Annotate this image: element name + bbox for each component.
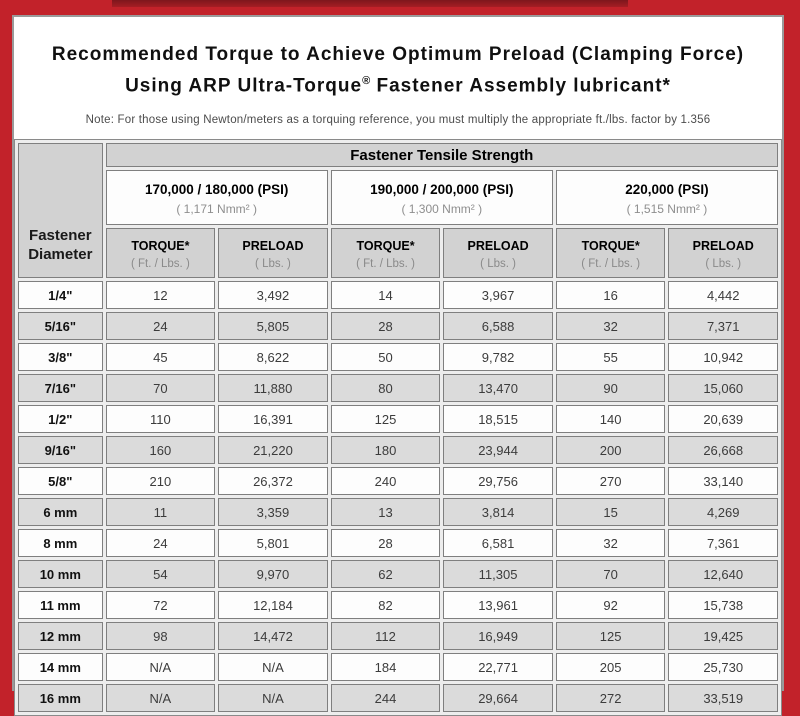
diameter-cell: 16 mm	[18, 684, 103, 712]
preload-column-header	[218, 228, 328, 278]
preload-value-cell: 7,361	[668, 529, 778, 557]
preload-value-cell: 13,961	[443, 591, 553, 619]
torque-value-cell: 110	[106, 405, 216, 433]
preload-label: PRELOAD	[467, 238, 529, 253]
preload-value-cell: 23,944	[443, 436, 553, 464]
preload-value-cell: 29,756	[443, 467, 553, 495]
preload-value-cell: 13,470	[443, 374, 553, 402]
table-row	[18, 498, 778, 526]
preload-value-cell: 16,949	[443, 622, 553, 650]
preload-value-cell: 19,425	[668, 622, 778, 650]
preload-unit: ( Lbs. )	[480, 257, 516, 270]
torque-unit: ( Ft. / Lbs. )	[130, 257, 190, 270]
tensile-strength-row	[18, 143, 778, 167]
preload-value-cell: 9,970	[218, 560, 328, 588]
diameter-cell: 1/4"	[18, 281, 103, 309]
torque-value-cell: 140	[556, 405, 666, 433]
preload-value-cell: 5,805	[218, 312, 328, 340]
table-row	[18, 312, 778, 340]
torque-preload-table	[14, 139, 782, 716]
table-row	[18, 591, 778, 619]
torque-value-cell: 272	[556, 684, 666, 712]
torque-value-cell: 200	[556, 436, 666, 464]
preload-value-cell: 22,771	[443, 653, 553, 681]
torque-value-cell: 13	[331, 498, 441, 526]
preload-value-cell: 3,359	[218, 498, 328, 526]
preload-value-cell: N/A	[218, 653, 328, 681]
preload-unit: ( Lbs. )	[255, 257, 291, 270]
torque-value-cell: 62	[331, 560, 441, 588]
sub-header-row	[18, 228, 778, 278]
psi-label: 190,000 / 200,000 (PSI)	[370, 182, 514, 198]
preload-value-cell: 15,738	[668, 591, 778, 619]
table-row	[18, 529, 778, 557]
torque-value-cell: 12	[106, 281, 216, 309]
torque-value-cell: 92	[556, 591, 666, 619]
preload-value-cell: 16,391	[218, 405, 328, 433]
torque-value-cell: 16	[556, 281, 666, 309]
preload-value-cell: 3,967	[443, 281, 553, 309]
table-row	[18, 374, 778, 402]
diameter-cell: 12 mm	[18, 622, 103, 650]
torque-value-cell: 11	[106, 498, 216, 526]
preload-value-cell: 33,140	[668, 467, 778, 495]
diameter-cell: 1/2"	[18, 405, 103, 433]
preload-value-cell: 6,588	[443, 312, 553, 340]
torque-value-cell: 24	[106, 529, 216, 557]
title-line-2-suffix: Fastener Assembly lubricant*	[370, 75, 671, 97]
psi-label: 170,000 / 180,000 (PSI)	[144, 182, 289, 198]
table-row	[18, 622, 778, 650]
torque-value-cell: 70	[106, 374, 216, 402]
torque-value-cell: 240	[331, 467, 441, 495]
top-shade-bar	[112, 0, 628, 7]
content-panel	[12, 15, 784, 706]
note-text: Note: For those using Newton/meters as a torquing reference, you must multiply the appropriate ft./lbs. factor by 1.356	[85, 114, 711, 127]
table-row	[18, 436, 778, 464]
preload-value-cell: 7,371	[668, 312, 778, 340]
preload-value-cell: 26,372	[218, 467, 328, 495]
table-row	[18, 281, 778, 309]
preload-value-cell: 14,472	[218, 622, 328, 650]
preload-value-cell: 15,060	[668, 374, 778, 402]
psi-group-190-200	[331, 170, 553, 225]
torque-value-cell: 125	[556, 622, 666, 650]
torque-value-cell: 82	[331, 591, 441, 619]
torque-column-header	[556, 228, 666, 278]
nmm-label: ( 1,515 Nmm² )	[626, 202, 708, 217]
torque-value-cell: 210	[106, 467, 216, 495]
torque-value-cell: 205	[556, 653, 666, 681]
torque-value-cell: 70	[556, 560, 666, 588]
torque-label: TORQUE*	[356, 238, 415, 253]
torque-column-header	[331, 228, 441, 278]
preload-value-cell: 29,664	[443, 684, 553, 712]
diameter-cell: 6 mm	[18, 498, 103, 526]
torque-value-cell: 244	[331, 684, 441, 712]
torque-value-cell: 54	[106, 560, 216, 588]
preload-value-cell: 11,880	[218, 374, 328, 402]
nmm-label: ( 1,171 Nmm² )	[176, 202, 258, 217]
torque-value-cell: 32	[556, 312, 666, 340]
preload-value-cell: 8,622	[218, 343, 328, 371]
nmm-label: ( 1,300 Nmm² )	[401, 202, 483, 217]
torque-unit: ( Ft. / Lbs. )	[581, 257, 641, 270]
torque-label: TORQUE*	[131, 238, 190, 253]
preload-value-cell: 4,442	[668, 281, 778, 309]
torque-value-cell: 24	[106, 312, 216, 340]
preload-value-cell: 26,668	[668, 436, 778, 464]
table-row	[18, 343, 778, 371]
preload-unit: ( Lbs. )	[705, 257, 742, 270]
torque-value-cell: N/A	[106, 653, 216, 681]
fastener-diameter-header	[18, 143, 103, 278]
torque-value-cell: 55	[556, 343, 666, 371]
preload-value-cell: N/A	[218, 684, 328, 712]
diameter-cell: 5/8"	[18, 467, 103, 495]
torque-column-header	[106, 228, 216, 278]
preload-value-cell: 21,220	[218, 436, 328, 464]
page-title	[14, 17, 782, 99]
diameter-cell: 8 mm	[18, 529, 103, 557]
diameter-cell: 14 mm	[18, 653, 103, 681]
torque-value-cell: 184	[331, 653, 441, 681]
preload-value-cell: 12,184	[218, 591, 328, 619]
title-line-2-prefix: Using ARP Ultra-Torque	[125, 75, 363, 97]
preload-value-cell: 4,269	[668, 498, 778, 526]
diameter-cell: 3/8"	[18, 343, 103, 371]
torque-value-cell: 72	[106, 591, 216, 619]
torque-value-cell: 270	[556, 467, 666, 495]
torque-value-cell: 80	[331, 374, 441, 402]
psi-group-170-180	[106, 170, 328, 225]
preload-column-header	[443, 228, 553, 278]
torque-value-cell: 90	[556, 374, 666, 402]
preload-value-cell: 10,942	[668, 343, 778, 371]
torque-value-cell: 28	[331, 529, 441, 557]
psi-label: 220,000 (PSI)	[625, 182, 709, 198]
preload-value-cell: 33,519	[668, 684, 778, 712]
preload-value-cell: 3,492	[218, 281, 328, 309]
torque-value-cell: N/A	[106, 684, 216, 712]
preload-value-cell: 12,640	[668, 560, 778, 588]
torque-value-cell: 98	[106, 622, 216, 650]
title-line-1: Recommended Torque to Achieve Optimum Preload (Clamping Force)	[51, 44, 745, 65]
diameter-cell: 5/16"	[18, 312, 103, 340]
diameter-cell: 7/16"	[18, 374, 103, 402]
table-row	[18, 684, 778, 712]
torque-value-cell: 180	[331, 436, 441, 464]
table-row	[18, 653, 778, 681]
psi-group-row	[18, 170, 778, 225]
torque-value-cell: 15	[556, 498, 666, 526]
torque-value-cell: 45	[106, 343, 216, 371]
preload-value-cell: 25,730	[668, 653, 778, 681]
torque-value-cell: 160	[106, 436, 216, 464]
torque-value-cell: 125	[331, 405, 441, 433]
torque-value-cell: 112	[331, 622, 441, 650]
torque-value-cell: 32	[556, 529, 666, 557]
tensile-strength-header: Fastener Tensile Strength	[106, 143, 778, 167]
torque-label: TORQUE*	[581, 238, 640, 253]
torque-unit: ( Ft. / Lbs. )	[356, 257, 415, 270]
preload-value-cell: 6,581	[443, 529, 553, 557]
fastener-diameter-header-line1: Fastener	[29, 227, 92, 245]
preload-value-cell: 11,305	[443, 560, 553, 588]
title-line-2	[14, 68, 782, 99]
preload-label: PRELOAD	[692, 238, 754, 253]
table-row	[18, 405, 778, 433]
preload-value-cell: 5,801	[218, 529, 328, 557]
table-row	[18, 560, 778, 588]
torque-value-cell: 28	[331, 312, 441, 340]
diameter-cell: 9/16"	[18, 436, 103, 464]
preload-label: PRELOAD	[242, 238, 304, 253]
torque-value-cell: 14	[331, 281, 441, 309]
diameter-cell: 11 mm	[18, 591, 103, 619]
psi-group-220	[556, 170, 778, 225]
preload-column-header	[668, 228, 778, 278]
preload-value-cell: 9,782	[443, 343, 553, 371]
table-row	[18, 467, 778, 495]
torque-value-cell: 50	[331, 343, 441, 371]
registered-trademark-symbol: ®	[362, 75, 371, 87]
preload-value-cell: 20,639	[668, 405, 778, 433]
preload-value-cell: 18,515	[443, 405, 553, 433]
diameter-cell: 10 mm	[18, 560, 103, 588]
fastener-diameter-header-line2: Diameter	[28, 246, 93, 264]
preload-value-cell: 3,814	[443, 498, 553, 526]
